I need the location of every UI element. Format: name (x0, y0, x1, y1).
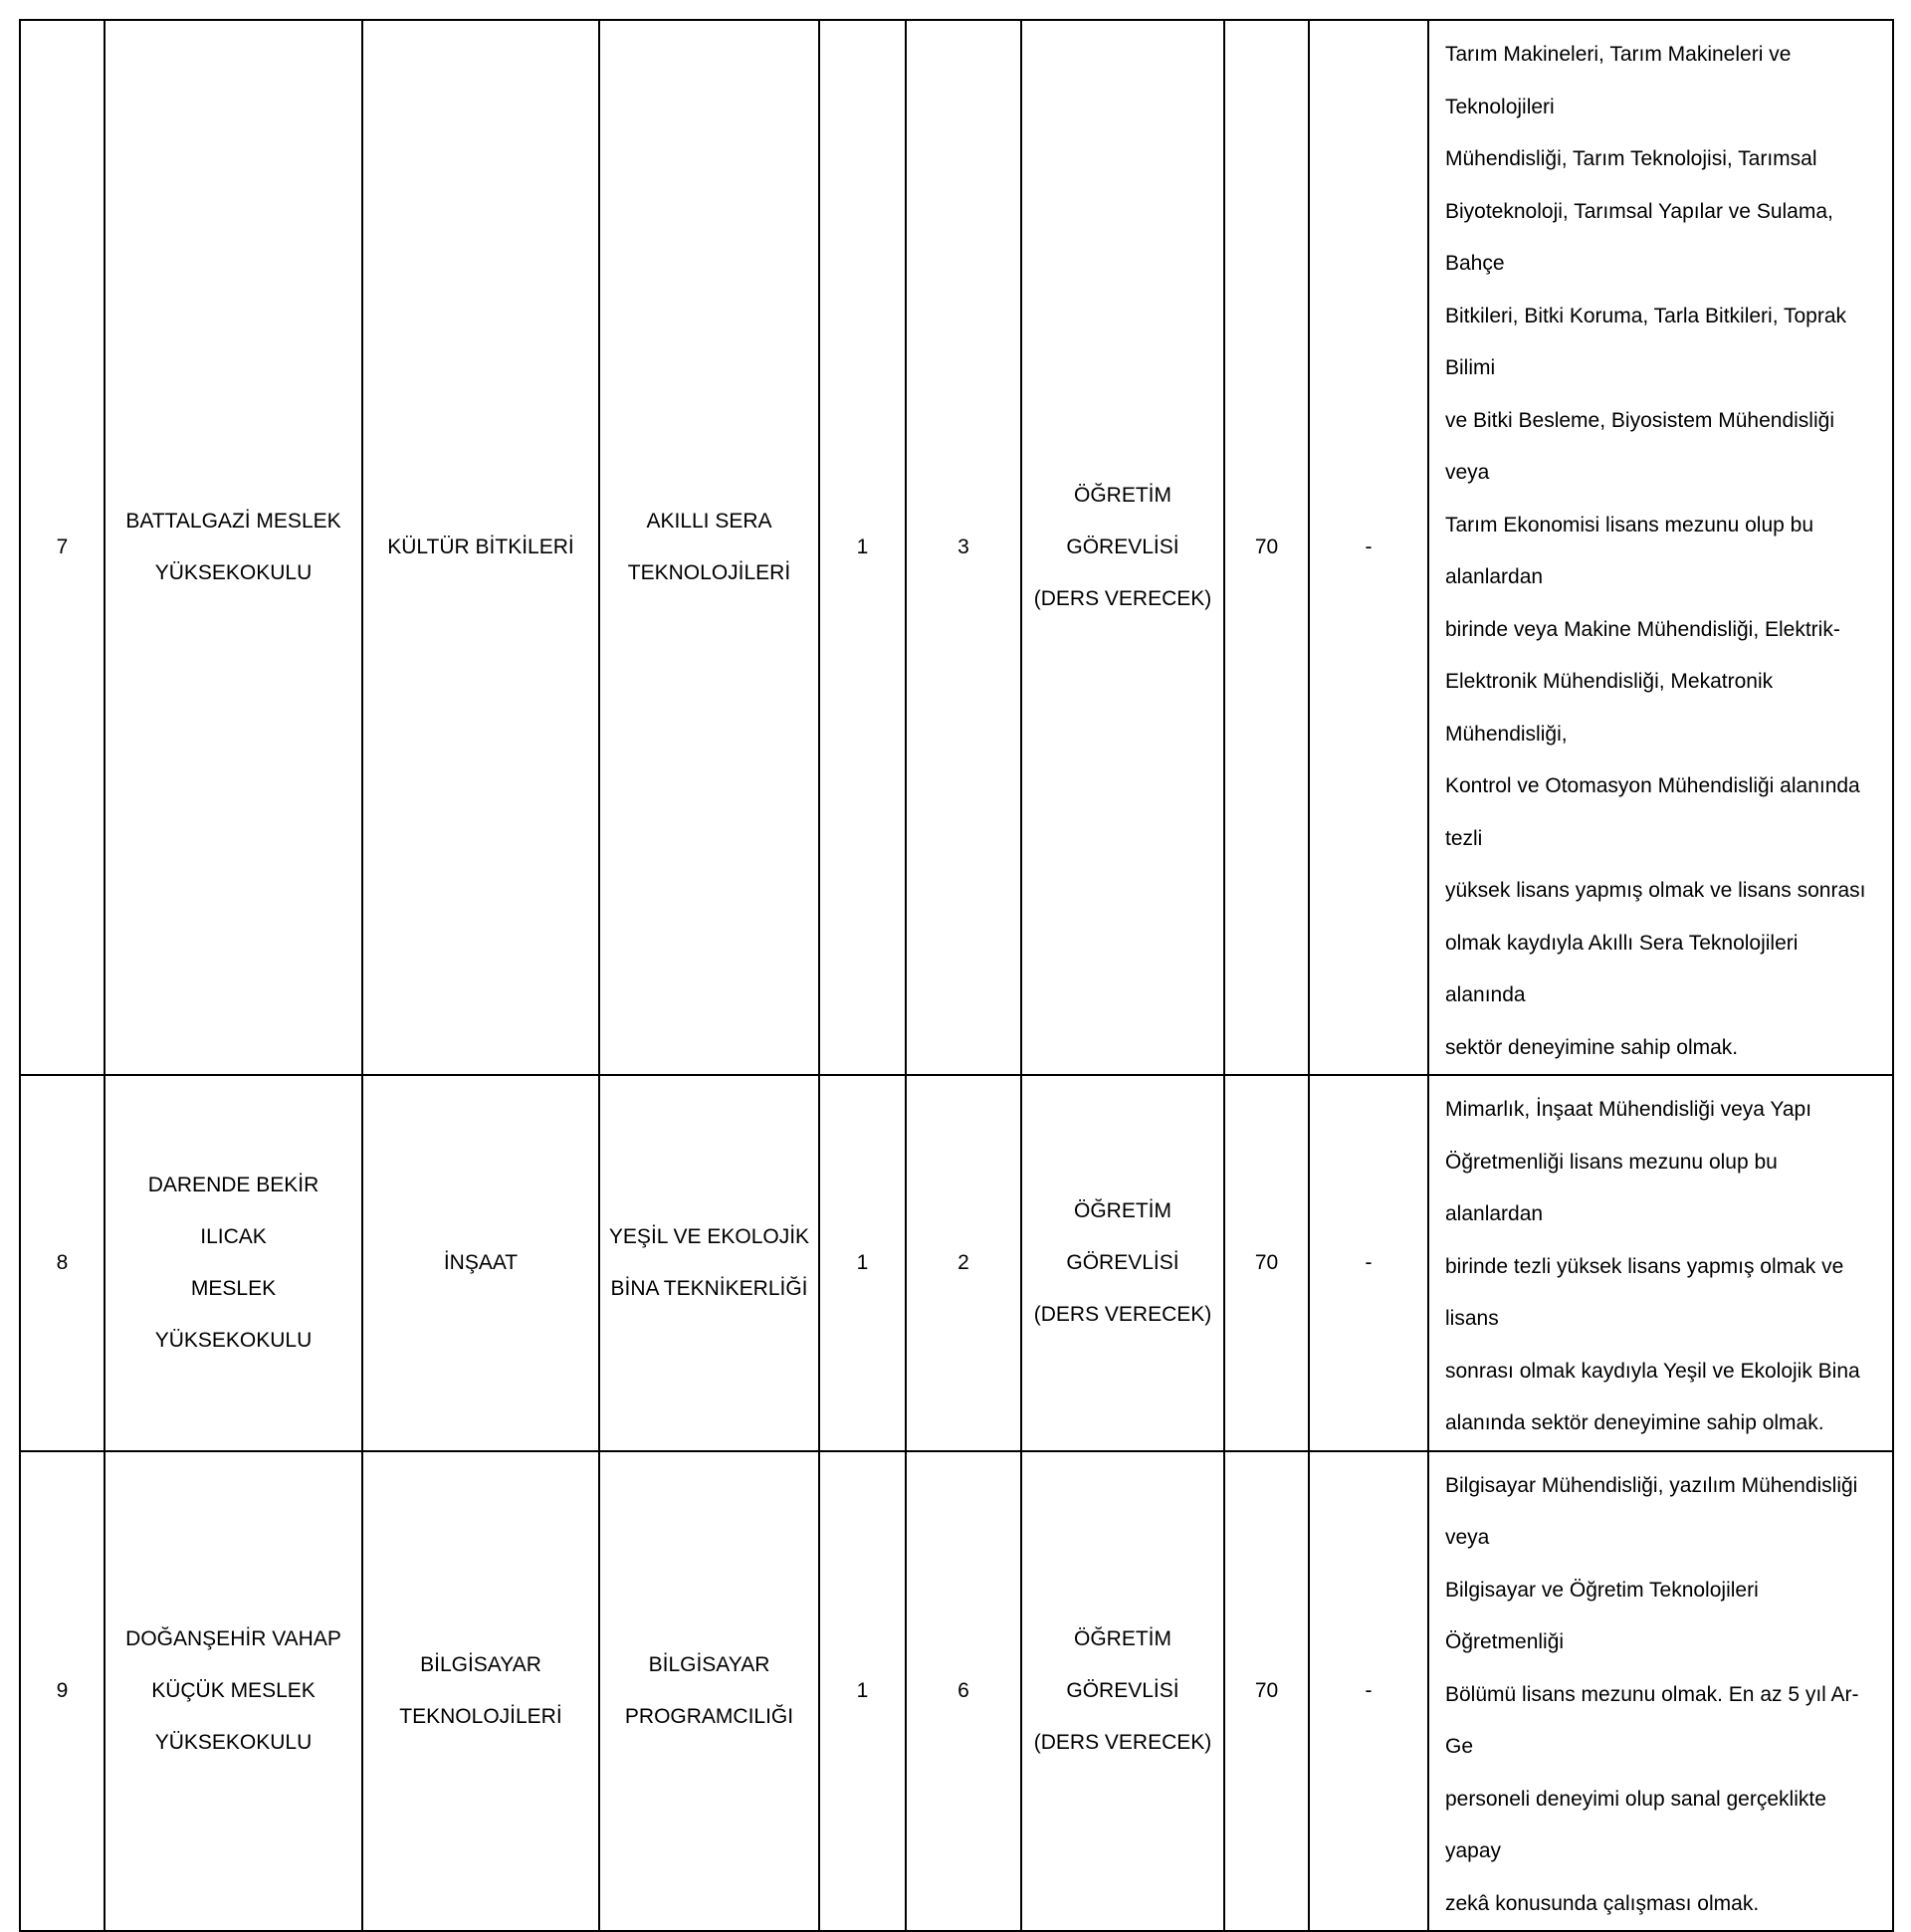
school-cell (105, 20, 362, 1075)
title-line: GÖREVLİSİ (1066, 536, 1179, 558)
requirement-cell (1428, 20, 1893, 1075)
department-cell (362, 1451, 599, 1932)
ales-cell (1224, 20, 1309, 1075)
row-number: 7 (56, 536, 69, 558)
degree-value: 1 (856, 536, 869, 558)
program-cell (599, 1075, 819, 1451)
school-line: DARENDE BEKİR ILICAK (147, 1173, 319, 1248)
requirement-line: yüksek lisans yapmış olmak ve lisans sonrası (1445, 879, 1866, 902)
ales-value: 70 (1254, 1678, 1279, 1702)
ales-cell (1224, 1075, 1309, 1451)
requirement-line: Biyoteknoloji, Tarımsal Yapılar ve Sulama, Bahçe (1445, 199, 1833, 275)
program-line: AKILLI SERA (646, 510, 772, 533)
school-line: MESLEK (190, 1276, 277, 1300)
requirement-line: zekâ konusunda çalışması olmak. (1445, 1891, 1760, 1915)
ales-cell (1224, 1451, 1309, 1932)
program-cell (599, 20, 819, 1075)
school-line: YÜKSEKOKULU (154, 1328, 313, 1352)
language-value: - (1365, 1678, 1373, 1702)
requirement-line: sonrası olmak kaydıyla Yeşil ve Ekolojik Bina (1445, 1359, 1860, 1383)
table-row (20, 1075, 1893, 1451)
title-cell (1021, 1075, 1224, 1451)
title-line: GÖREVLİSİ (1066, 1250, 1179, 1274)
degree-cell (819, 20, 906, 1075)
title-line: ÖĞRETİM (1074, 1198, 1171, 1222)
requirement-line: alanında sektör deneyimine sahip olmak. (1445, 1411, 1824, 1434)
requirement-line: Mühendisliği, Tarım Teknolojisi, Tarımsal (1445, 147, 1817, 170)
degree-cell (819, 1075, 906, 1451)
table-row (20, 1451, 1893, 1932)
department-line: BİLGİSAYAR (420, 1652, 541, 1676)
school-line: KÜÇÜK MESLEK (151, 1678, 316, 1702)
staff-position-table (19, 19, 1894, 1932)
requirement-line: birinde veya Makine Mühendisliği, Elektrik- (1445, 617, 1840, 641)
school-line: BATTALGAZİ MESLEK (125, 510, 341, 533)
ales-value: 70 (1254, 536, 1279, 558)
row-number: 8 (56, 1250, 69, 1274)
title-line: (DERS VERECEK) (1033, 587, 1212, 610)
requirement-line: olmak kaydıyla Akıllı Sera Teknolojileri alanında (1445, 931, 1799, 1006)
program-line: YEŞİL VE EKOLOJİK (608, 1224, 810, 1248)
table-row (20, 20, 1893, 1075)
school-line: YÜKSEKOKULU (154, 561, 313, 584)
requirement-line: Bilgisayar Mühendisliği, yazılım Mühendisliği veya (1445, 1473, 1858, 1549)
language-cell (1309, 20, 1428, 1075)
row-number-cell (20, 1075, 105, 1451)
count-value: 6 (957, 1678, 969, 1702)
program-line: TEKNOLOJİLERİ (627, 561, 791, 584)
requirement-line: Tarım Ekonomisi lisans mezunu olup bu alanlardan (1445, 513, 1814, 588)
program-line: BİLGİSAYAR (648, 1652, 770, 1676)
language-cell (1309, 1451, 1428, 1932)
language-value: - (1365, 536, 1373, 558)
requirement-line: Bitkileri, Bitki Koruma, Tarla Bitkileri, Toprak Bilimi (1445, 304, 1847, 379)
title-line: ÖĞRETİM (1074, 484, 1171, 507)
count-value: 3 (957, 536, 969, 558)
title-cell (1021, 1451, 1224, 1932)
row-number-cell (20, 1451, 105, 1932)
requirement-line: Kontrol ve Otomasyon Mühendisliği alanında tezli (1445, 774, 1860, 850)
requirement-cell (1428, 1451, 1893, 1932)
requirement-line: Öğretmenliği lisans mezunu olup bu alanlardan (1445, 1150, 1778, 1225)
count-value: 2 (957, 1250, 969, 1274)
row-number-cell (20, 20, 105, 1075)
count-cell (906, 20, 1021, 1075)
department-line: KÜLTÜR BİTKİLERİ (387, 536, 574, 558)
language-cell (1309, 1075, 1428, 1451)
school-line: DOĞANŞEHİR VAHAP (125, 1626, 341, 1650)
requirement-line: Bilgisayar ve Öğretim Teknolojileri Öğretmenliği (1445, 1578, 1759, 1653)
requirement-line: Bölümü lisans mezunu olmak. En az 5 yıl Ar-Ge (1445, 1682, 1859, 1758)
department-line: TEKNOLOJİLERİ (399, 1704, 562, 1728)
requirement-line: Mimarlık, İnşaat Mühendisliği veya Yapı (1445, 1098, 1812, 1121)
requirement-line: ve Bitki Besleme, Biyosistem Mühendisliği veya (1445, 408, 1834, 484)
department-cell (362, 1075, 599, 1451)
ales-value: 70 (1254, 1250, 1279, 1274)
title-cell (1021, 20, 1224, 1075)
row-number: 9 (56, 1678, 69, 1702)
school-cell (105, 1451, 362, 1932)
degree-cell (819, 1451, 906, 1932)
degree-value: 1 (856, 1250, 869, 1274)
title-line: (DERS VERECEK) (1033, 1302, 1212, 1326)
program-cell (599, 1451, 819, 1932)
requirement-line: Tarım Makineleri, Tarım Makineleri ve Teknolojileri (1445, 43, 1792, 118)
language-value: - (1365, 1250, 1373, 1274)
department-cell (362, 20, 599, 1075)
program-line: BİNA TEKNİKERLİĞİ (610, 1276, 808, 1300)
title-line: ÖĞRETİM (1074, 1626, 1171, 1650)
school-cell (105, 1075, 362, 1451)
count-cell (906, 1075, 1021, 1451)
requirement-line: personeli deneyimi olup sanal gerçeklikte yapay (1445, 1787, 1826, 1862)
requirement-line: birinde tezli yüksek lisans yapmış olmak ve lisans (1445, 1254, 1844, 1330)
count-cell (906, 1451, 1021, 1932)
title-line: (DERS VERECEK) (1033, 1730, 1212, 1754)
program-line: PROGRAMCILIĞI (624, 1704, 794, 1728)
requirement-line: sektör deneyimine sahip olmak. (1445, 1035, 1739, 1059)
school-line: YÜKSEKOKULU (154, 1730, 313, 1754)
requirement-cell (1428, 1075, 1893, 1451)
requirement-line: Elektronik Mühendisliği, Mekatronik Mühendisliği, (1445, 670, 1774, 746)
department-line: İNŞAAT (443, 1250, 519, 1274)
title-line: GÖREVLİSİ (1066, 1678, 1179, 1702)
degree-value: 1 (856, 1678, 869, 1702)
